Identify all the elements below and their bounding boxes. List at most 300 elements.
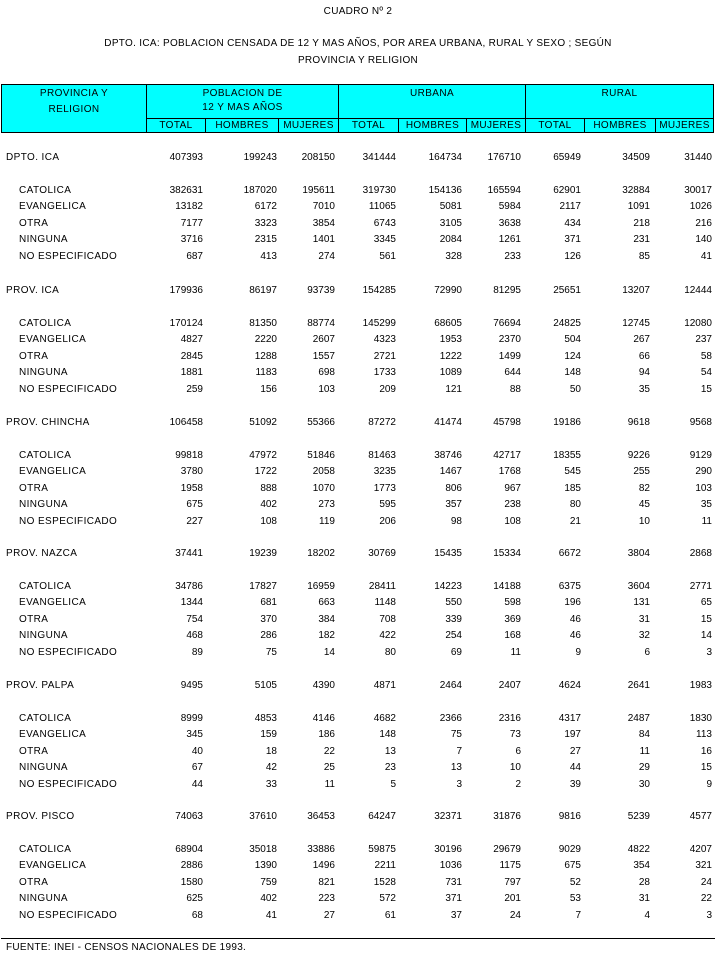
cell-value: 81295 <box>493 285 521 296</box>
header-pob-total: TOTAL <box>159 120 193 131</box>
cell-value: 30196 <box>434 844 462 855</box>
cell-value: 35 <box>700 499 712 510</box>
cell-value: 39 <box>569 779 581 790</box>
cell-value: 25 <box>323 762 335 773</box>
cell-value: 1091 <box>627 201 650 212</box>
cell-value: 759 <box>260 877 277 888</box>
cell-value: 209 <box>379 384 396 395</box>
cell-value: 61 <box>384 910 396 921</box>
cell-value: 369 <box>504 614 521 625</box>
table-row <box>0 466 716 478</box>
cell-value: 4853 <box>254 713 277 724</box>
cell-value: 1830 <box>689 713 712 724</box>
group-total-row <box>0 285 716 297</box>
table-row <box>0 581 716 593</box>
cell-value: 44 <box>569 762 581 773</box>
cell-value: 888 <box>260 483 277 494</box>
header-urb-total: TOTAL <box>351 120 386 131</box>
cell-value: 38746 <box>434 450 462 461</box>
table-row <box>0 844 716 856</box>
cell-value: 80 <box>384 647 396 658</box>
cell-value: 99818 <box>175 450 203 461</box>
cell-value: 4871 <box>373 680 396 691</box>
cell-value: 46 <box>569 630 581 641</box>
cell-value: 2211 <box>374 860 396 871</box>
cell-value: 4390 <box>312 680 335 691</box>
cell-value: 663 <box>318 597 335 608</box>
row-label: NO ESPECIFICADO <box>19 251 118 262</box>
cell-value: 6 <box>515 746 521 757</box>
cell-value: 30769 <box>368 548 396 559</box>
cell-value: 65949 <box>553 152 581 163</box>
cell-value: 31 <box>638 893 650 904</box>
row-label: EVANGELICA <box>19 466 87 477</box>
cell-value: 5 <box>390 779 396 790</box>
cell-value: 371 <box>445 893 462 904</box>
cell-value: 21 <box>569 516 581 527</box>
header-rur-hombres: HOMBRES <box>593 120 647 131</box>
cell-value: 42717 <box>493 450 521 461</box>
table-row <box>0 318 716 330</box>
cell-value: 15 <box>700 614 712 625</box>
cell-value: 3638 <box>498 218 521 229</box>
cell-value: 75 <box>450 729 462 740</box>
cell-value: 9618 <box>627 417 650 428</box>
cell-value: 9 <box>575 647 581 658</box>
cell-value: 164734 <box>428 152 462 163</box>
cell-value: 2407 <box>498 680 521 691</box>
cell-value: 2641 <box>627 680 650 691</box>
cell-value: 1773 <box>373 483 396 494</box>
cell-value: 81350 <box>249 318 277 329</box>
cell-value: 4682 <box>373 713 396 724</box>
row-label: CATOLICA <box>19 318 72 329</box>
cell-value: 2315 <box>254 234 277 245</box>
cell-value: 2868 <box>689 548 712 559</box>
cell-value: 1768 <box>498 466 521 477</box>
table-row <box>0 713 716 725</box>
row-label: PROV. CHINCHA <box>6 417 90 428</box>
cell-value: 15 <box>700 762 712 773</box>
table-row <box>0 201 716 213</box>
cell-value: 1496 <box>312 860 335 871</box>
cell-value: 106458 <box>169 417 203 428</box>
cell-value: 33 <box>265 779 277 790</box>
cell-value: 156 <box>260 384 277 395</box>
table-row <box>0 251 716 263</box>
row-label: OTRA <box>19 483 49 494</box>
cell-value: 1401 <box>312 234 335 245</box>
cell-value: 698 <box>318 367 335 378</box>
cell-value: 4 <box>644 910 650 921</box>
cell-value: 806 <box>445 483 462 494</box>
cell-value: 17827 <box>249 581 277 592</box>
table-row <box>0 614 716 626</box>
cell-value: 1070 <box>312 483 335 494</box>
cell-value: 54 <box>700 367 712 378</box>
cell-value: 186 <box>318 729 335 740</box>
row-label: PROV. ICA <box>6 285 60 296</box>
table-number: CUADRO Nº 2 <box>323 6 393 17</box>
cell-value: 1175 <box>499 860 521 871</box>
cell-value: 3854 <box>312 218 335 229</box>
row-label: PROV. PISCO <box>6 811 75 822</box>
cell-value: 3604 <box>627 581 650 592</box>
cell-value: 598 <box>504 597 521 608</box>
cell-value: 24 <box>700 877 712 888</box>
cell-value: 13207 <box>622 285 650 296</box>
table-row <box>0 351 716 363</box>
cell-value: 88 <box>509 384 521 395</box>
row-label: NO ESPECIFICADO <box>19 516 118 527</box>
cell-value: 23 <box>384 762 396 773</box>
cell-value: 382631 <box>169 185 203 196</box>
cell-value: 6672 <box>558 548 581 559</box>
cell-value: 16959 <box>307 581 335 592</box>
cell-value: 227 <box>186 516 203 527</box>
cell-value: 93739 <box>307 285 335 296</box>
row-label: NINGUNA <box>19 762 68 773</box>
cell-value: 290 <box>695 466 712 477</box>
cell-value: 370 <box>260 614 277 625</box>
cell-value: 2117 <box>559 201 581 212</box>
cell-value: 28411 <box>368 581 396 592</box>
cell-value: 89 <box>191 647 203 658</box>
cell-value: 4822 <box>627 844 650 855</box>
table-header <box>1 84 714 133</box>
cell-value: 47972 <box>249 450 277 461</box>
cell-value: 687 <box>186 251 203 262</box>
cell-value: 1148 <box>374 597 396 608</box>
cell-value: 73 <box>509 729 521 740</box>
cell-value: 179936 <box>169 285 203 296</box>
cell-value: 2220 <box>254 334 277 345</box>
cell-value: 504 <box>564 334 581 345</box>
cell-value: 2316 <box>498 713 521 724</box>
cell-value: 1089 <box>439 367 462 378</box>
cell-value: 124 <box>564 351 581 362</box>
source-note: FUENTE: INEI - CENSOS NACIONALES DE 1993. <box>6 942 247 953</box>
cell-value: 76694 <box>493 318 521 329</box>
cell-value: 59875 <box>368 844 396 855</box>
cell-value: 1722 <box>254 466 277 477</box>
cell-value: 12444 <box>684 285 712 296</box>
table-subtitle: PROVINCIA Y RELIGION <box>297 55 419 66</box>
cell-value: 35018 <box>249 844 277 855</box>
cell-value: 103 <box>318 384 335 395</box>
cell-value: 413 <box>260 251 277 262</box>
cell-value: 1288 <box>254 351 277 362</box>
row-label: DPTO. ICA <box>6 152 60 163</box>
cell-value: 2607 <box>312 334 335 345</box>
cell-value: 9568 <box>689 417 712 428</box>
cell-value: 182 <box>318 630 335 641</box>
cell-value: 254 <box>445 630 462 641</box>
header-rur-mujeres: MUJERES <box>659 120 710 131</box>
row-label: CATOLICA <box>19 713 72 724</box>
cell-value: 25651 <box>553 285 581 296</box>
cell-value: 145299 <box>362 318 396 329</box>
cell-value: 407393 <box>169 152 203 163</box>
table-row <box>0 762 716 774</box>
cell-value: 1528 <box>373 877 396 888</box>
cell-value: 4624 <box>558 680 581 691</box>
cell-value: 24 <box>509 910 521 921</box>
row-label: PROV. NAZCA <box>6 548 78 559</box>
cell-value: 84 <box>638 729 650 740</box>
cell-value: 37610 <box>249 811 277 822</box>
header-rural: RURAL <box>601 88 638 99</box>
cell-value: 208150 <box>301 152 335 163</box>
cell-value: 68 <box>191 910 203 921</box>
cell-value: 8999 <box>180 713 203 724</box>
cell-value: 66 <box>638 351 650 362</box>
cell-value: 2845 <box>180 351 203 362</box>
cell-value: 75 <box>265 647 277 658</box>
row-label: NINGUNA <box>19 234 68 245</box>
header-urb-mujeres: MUJERES <box>470 120 522 131</box>
cell-value: 195611 <box>302 185 335 196</box>
cell-value: 140 <box>695 234 712 245</box>
cell-value: 5081 <box>439 201 462 212</box>
cell-value: 55366 <box>307 417 335 428</box>
cell-value: 319730 <box>362 185 396 196</box>
cell-value: 3780 <box>180 466 203 477</box>
cell-value: 821 <box>318 877 335 888</box>
cell-value: 131 <box>633 597 650 608</box>
cell-value: 9 <box>706 779 712 790</box>
cell-value: 154136 <box>428 185 462 196</box>
cell-value: 113 <box>696 729 712 740</box>
cell-value: 967 <box>504 483 521 494</box>
footer-divider <box>1 938 715 939</box>
cell-value: 35 <box>638 384 650 395</box>
table-row <box>0 910 716 922</box>
cell-value: 11 <box>701 516 712 527</box>
table-title: DPTO. ICA: POBLACION CENSADA DE 12 Y MAS AÑOS, POR AREA URBANA, RURAL Y SEXO ; SEGÚN <box>104 38 612 49</box>
cell-value: 85 <box>638 251 650 262</box>
header-urbana: URBANA <box>409 88 455 99</box>
row-label: OTRA <box>19 614 49 625</box>
group-total-row <box>0 152 716 164</box>
cell-value: 3 <box>456 779 462 790</box>
table-row <box>0 483 716 495</box>
cell-value: 22 <box>323 746 335 757</box>
cell-value: 13182 <box>175 201 203 212</box>
cell-value: 159 <box>260 729 277 740</box>
cell-value: 46 <box>569 614 581 625</box>
row-label: NO ESPECIFICADO <box>19 647 118 658</box>
row-label: NINGUNA <box>19 499 68 510</box>
cell-value: 237 <box>695 334 712 345</box>
cell-value: 51846 <box>307 450 335 461</box>
cell-value: 1953 <box>439 334 462 345</box>
cell-value: 27 <box>323 910 335 921</box>
cell-value: 286 <box>260 630 277 641</box>
cell-value: 5105 <box>254 680 277 691</box>
cell-value: 9226 <box>627 450 650 461</box>
cell-value: 19186 <box>553 417 581 428</box>
cell-value: 3323 <box>254 218 277 229</box>
cell-value: 80 <box>569 499 581 510</box>
cell-value: 9129 <box>689 450 712 461</box>
cell-value: 218 <box>633 218 650 229</box>
cell-value: 9495 <box>180 680 203 691</box>
cell-value: 45 <box>638 499 650 510</box>
cell-value: 371 <box>564 234 581 245</box>
row-label: NO ESPECIFICADO <box>19 384 118 395</box>
cell-value: 41474 <box>434 417 462 428</box>
cell-value: 545 <box>564 466 581 477</box>
cell-value: 7010 <box>312 201 335 212</box>
cell-value: 1733 <box>373 367 396 378</box>
cell-value: 238 <box>504 499 521 510</box>
cell-value: 34786 <box>175 581 203 592</box>
cell-value: 402 <box>260 499 277 510</box>
cell-value: 7 <box>456 746 462 757</box>
cell-value: 36453 <box>307 811 335 822</box>
cell-value: 754 <box>186 614 203 625</box>
cell-value: 223 <box>318 893 335 904</box>
cell-value: 67 <box>191 762 203 773</box>
cell-value: 1983 <box>689 680 712 691</box>
cell-value: 273 <box>318 499 335 510</box>
cell-value: 4317 <box>558 713 581 724</box>
table-row <box>0 384 716 396</box>
cell-value: 6172 <box>254 201 277 212</box>
cell-value: 328 <box>445 251 462 262</box>
cell-value: 675 <box>186 499 203 510</box>
cell-value: 176710 <box>487 152 521 163</box>
cell-value: 2084 <box>439 234 462 245</box>
cell-value: 32884 <box>622 185 650 196</box>
header-poblacion-line2: 12 Y MAS AÑOS <box>202 102 283 113</box>
cell-value: 69 <box>450 647 462 658</box>
cell-value: 267 <box>633 334 650 345</box>
cell-value: 88774 <box>307 318 335 329</box>
cell-value: 65 <box>700 597 712 608</box>
cell-value: 32371 <box>434 811 462 822</box>
cell-value: 7 <box>575 910 581 921</box>
cell-value: 1261 <box>498 234 521 245</box>
cell-value: 3716 <box>180 234 203 245</box>
cell-value: 30 <box>638 779 650 790</box>
row-label: OTRA <box>19 351 49 362</box>
header-urb-hombres: HOMBRES <box>405 120 460 131</box>
cell-value: 168 <box>504 630 521 641</box>
cell-value: 2366 <box>439 713 462 724</box>
header-rur-total: TOTAL <box>538 120 572 131</box>
cell-value: 434 <box>564 218 581 229</box>
cell-value: 126 <box>564 251 581 262</box>
group-total-row <box>0 548 716 560</box>
cell-value: 82 <box>638 483 650 494</box>
cell-value: 644 <box>504 367 521 378</box>
cell-value: 41 <box>265 910 277 921</box>
cell-value: 87272 <box>368 417 396 428</box>
cell-value: 81463 <box>368 450 396 461</box>
cell-value: 675 <box>564 860 581 871</box>
cell-value: 30017 <box>684 185 712 196</box>
row-label: EVANGELICA <box>19 860 87 871</box>
cell-value: 19239 <box>249 548 277 559</box>
cell-value: 42 <box>265 762 277 773</box>
cell-value: 6375 <box>558 581 581 592</box>
table-row <box>0 218 716 230</box>
cell-value: 2 <box>515 779 521 790</box>
cell-value: 1557 <box>312 351 335 362</box>
cell-value: 108 <box>504 516 521 527</box>
header-provincia-line2: RELIGION <box>48 104 100 115</box>
cell-value: 1026 <box>689 201 712 212</box>
cell-value: 341444 <box>362 152 396 163</box>
cell-value: 2721 <box>373 351 396 362</box>
cell-value: 357 <box>445 499 462 510</box>
cell-value: 2886 <box>180 860 203 871</box>
cell-value: 206 <box>379 516 396 527</box>
cell-value: 3804 <box>627 548 650 559</box>
cell-value: 1580 <box>180 877 203 888</box>
cell-value: 259 <box>186 384 203 395</box>
cell-value: 13 <box>450 762 462 773</box>
cell-value: 74063 <box>175 811 203 822</box>
cell-value: 10 <box>638 516 650 527</box>
cell-value: 1881 <box>180 367 203 378</box>
cell-value: 29679 <box>493 844 521 855</box>
row-label: EVANGELICA <box>19 334 87 345</box>
cell-value: 9816 <box>558 811 581 822</box>
cell-value: 10 <box>509 762 521 773</box>
cell-value: 22 <box>700 893 712 904</box>
cell-value: 24825 <box>553 318 581 329</box>
cell-value: 154285 <box>362 285 396 296</box>
cell-value: 11 <box>510 647 521 658</box>
cell-value: 12745 <box>622 318 650 329</box>
row-label: EVANGELICA <box>19 201 87 212</box>
cell-value: 94 <box>638 367 650 378</box>
cell-value: 402 <box>260 893 277 904</box>
table-row <box>0 746 716 758</box>
cell-value: 119 <box>319 516 335 527</box>
cell-value: 11 <box>639 746 650 757</box>
cell-value: 13 <box>384 746 396 757</box>
cell-value: 50 <box>569 384 581 395</box>
cell-value: 6743 <box>373 218 396 229</box>
cell-value: 1958 <box>180 483 203 494</box>
header-pob-mujeres: MUJERES <box>283 120 334 131</box>
cell-value: 5984 <box>498 201 521 212</box>
cell-value: 86197 <box>249 285 277 296</box>
cell-value: 51092 <box>249 417 277 428</box>
row-label: OTRA <box>19 746 49 757</box>
cell-value: 45798 <box>493 417 521 428</box>
cell-value: 52 <box>569 877 581 888</box>
cell-value: 231 <box>633 234 650 245</box>
cell-value: 18202 <box>307 548 335 559</box>
cell-value: 40 <box>191 746 203 757</box>
cell-value: 185 <box>564 483 581 494</box>
cell-value: 18355 <box>553 450 581 461</box>
cell-value: 33886 <box>307 844 335 855</box>
cell-value: 199243 <box>243 152 277 163</box>
header-provincia-line1: PROVINCIA Y <box>39 88 109 99</box>
cell-value: 37 <box>450 910 462 921</box>
cell-value: 3235 <box>373 466 396 477</box>
group-total-row <box>0 417 716 429</box>
table-row <box>0 499 716 511</box>
cell-value: 15 <box>700 384 712 395</box>
cell-value: 31876 <box>493 811 521 822</box>
